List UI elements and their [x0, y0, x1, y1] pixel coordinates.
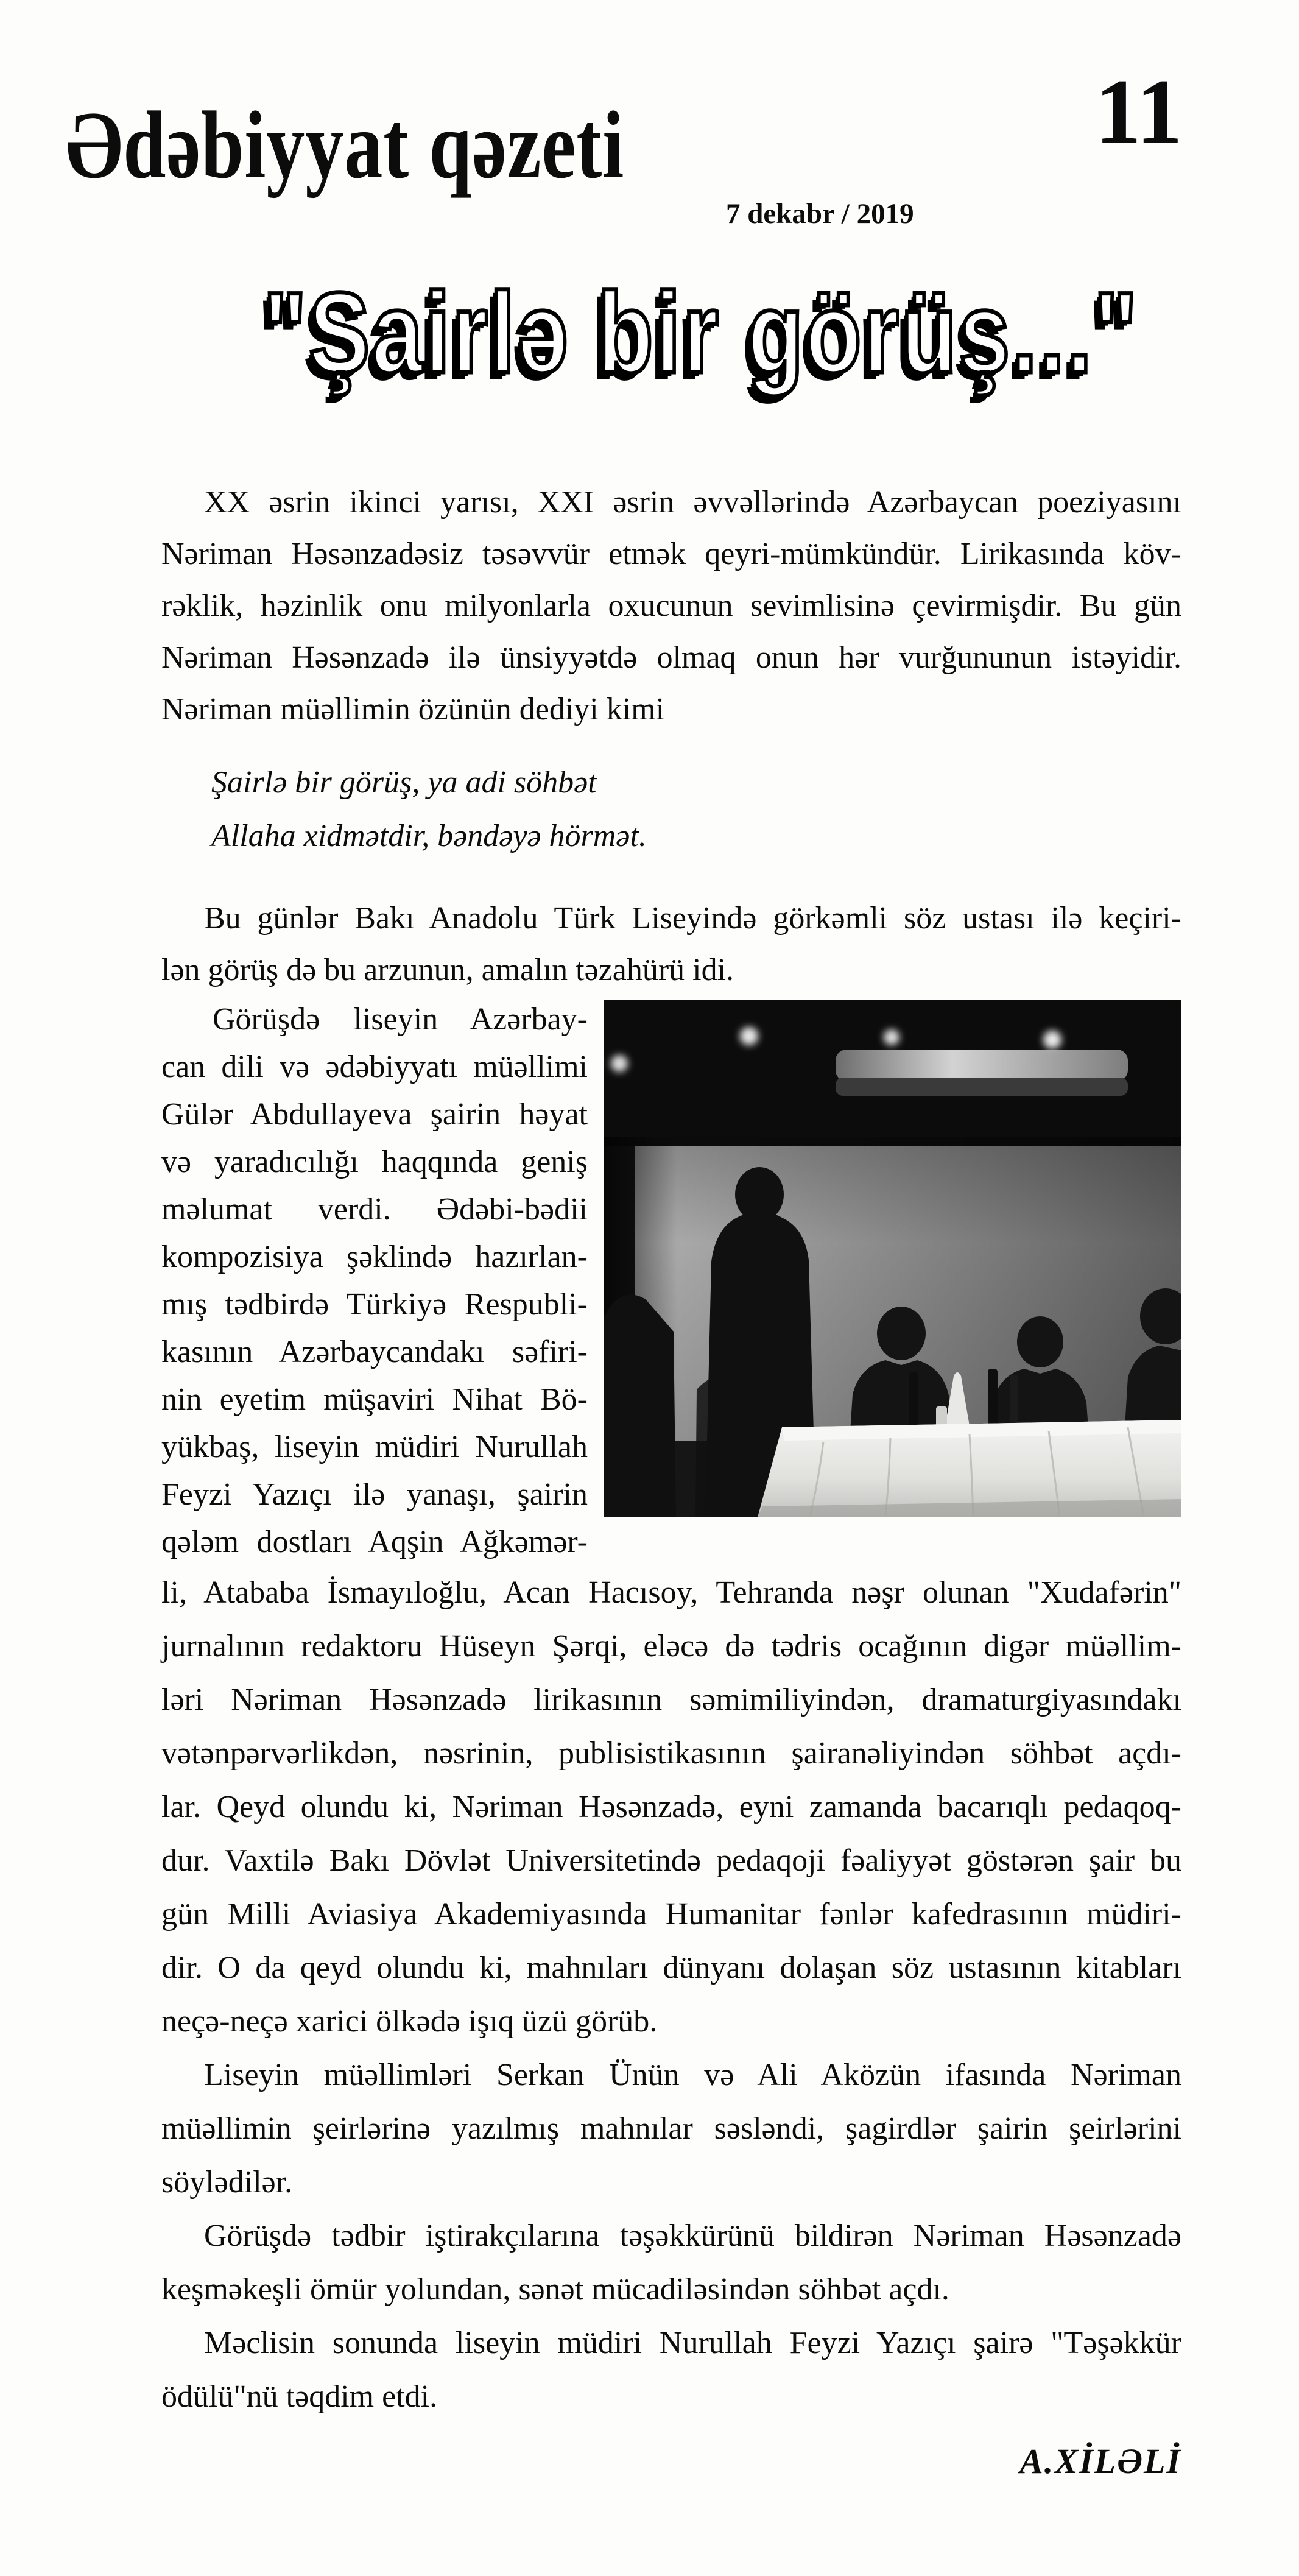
- text-line: və yaradıcılığı haqqında geniş: [161, 1145, 588, 1179]
- text-line: kasının Azərbaycandakı səfiri-: [161, 1335, 588, 1369]
- text-line: lar. Qeyd olundu ki, Nəriman Həsənzadə, eyni zamanda bacarıqlı pedaqoq-: [161, 1790, 1181, 1824]
- text-line: söylədilər.: [161, 2165, 293, 2200]
- text-line: Gülər Abdullayeva şairin həyat: [161, 1097, 588, 1132]
- text-line: ləri Nəriman Həsənzadə lirikasının səmimiliyindən, dramaturgiyasındakı: [161, 1682, 1181, 1717]
- masthead-title: Ədəbiyyat qəzeti: [66, 92, 625, 199]
- column-text: [161, 996, 588, 1566]
- article-headline: "Şairlə bir görüş...": [263, 269, 1139, 397]
- text-line: neçə-neçə xarici ölkədə işıq üzü görüb.: [161, 2004, 658, 2039]
- text-line: dir. O da qeyd olundu ki, mahnıları dünyanı dolaşan söz ustasının kitabları: [161, 1950, 1181, 1985]
- quote-line: Allaha xidmətdir, bəndəyə hörmət.: [211, 819, 647, 853]
- text-line: yükbaş, liseyin müdiri Nurullah: [161, 1430, 588, 1464]
- intro-paragraph: [161, 476, 1181, 735]
- poem-quote: [161, 756, 1181, 863]
- text-line: Nəriman müəllimin özünün dediyi kimi: [161, 692, 665, 727]
- text-line: rəklik, həzinlik onu milyonlarla oxucunun sevimlisinə çevirmişdir. Bu gün: [161, 588, 1181, 623]
- event-photo: [604, 1000, 1181, 1517]
- text-line: dur. Vaxtilə Bakı Dövlət Universitetində pedaqoji fəaliyyət göstərən şair bu: [161, 1843, 1181, 1878]
- text-line: qələm dostları Aqşin Ağkəmər-: [161, 1525, 588, 1559]
- issue-date: 7 dekabr / 2019: [726, 198, 914, 230]
- text-line: nin eyetim müşaviri Nihat Bö-: [161, 1382, 588, 1417]
- two-column-section: [161, 996, 1181, 1566]
- text-line: lən görüş də bu arzunun, amalın təzahürü idi.: [161, 953, 734, 987]
- text-line: Nəriman Həsənzadə ilə ünsiyyətdə olmaq onun hər vurğununun istəyidir.: [161, 640, 1181, 675]
- text-line: can dili və ədəbiyyatı müəllimi: [161, 1050, 588, 1084]
- text-line: kompozisiya şəklində hazırlan-: [161, 1240, 588, 1274]
- text-line: məlumat verdi. Ədəbi-bədii: [161, 1192, 588, 1227]
- text-line: vətənpərvərlikdən, nəsrinin, publisistikasının şairanəliyindən söhbət açdı-: [161, 1736, 1181, 1771]
- text-line: Görüşdə liseyin Azərbay-: [213, 1002, 588, 1037]
- text-line: ödülü"nü təqdim etdi.: [161, 2379, 438, 2414]
- quote-line: Şairlə bir görüş, ya adi söhbət: [211, 765, 597, 800]
- text-line: Feyzi Yazıçı ilə yanaşı, şairin: [161, 1477, 588, 1512]
- text-line: jurnalının redaktoru Hüseyn Şərqi, eləcə də tədris ocağının digər müəllim-: [161, 1629, 1181, 1664]
- text-line: li, Atababa İsmayıloğlu, Acan Hacısoy, Tehranda nəşr olunan "Xudafərin": [161, 1575, 1181, 1610]
- author-signature: A.XİLƏLİ: [1019, 2441, 1181, 2481]
- event-photo-graphic: [604, 1000, 1181, 1517]
- text-line: keşməkeşli ömür yolundan, sənət mücadiləsindən söhbət açdı.: [161, 2272, 949, 2307]
- paragraph: [161, 892, 1181, 996]
- text-line: Nəriman Həsənzadəsiz təsəvvür etmək qeyri-mümkündür. Lirikasında köv-: [161, 537, 1181, 571]
- text-line: müəllimin şeirlərinə yazılmış mahnılar səsləndi, şagirdlər şairin şeirlərini: [161, 2111, 1181, 2146]
- text-line: Görüşdə tədbir iştirakçılarına təşəkkürünü bildirən Nəriman Həsənzadə: [204, 2218, 1181, 2253]
- text-line: Liseyin müəllimləri Serkan Ünün və Ali Aközün ifasında Nəriman: [204, 2058, 1181, 2092]
- text-line: gün Milli Aviasiya Akademiyasında Humanitar fənlər kafedrasının müdiri-: [161, 1897, 1181, 1932]
- body-text: [161, 1566, 1181, 2424]
- page-number: 11: [1095, 60, 1183, 163]
- text-line: Bu günlər Bakı Anadolu Türk Liseyində görkəmli söz ustası ilə keçiri-: [204, 901, 1181, 936]
- text-line: mış tədbirdə Türkiyə Respubli-: [161, 1287, 588, 1322]
- article-body: [161, 476, 1181, 2482]
- text-line: Məclisin sonunda liseyin müdiri Nurullah Feyzi Yazıçı şairə "Təşəkkür: [204, 2326, 1181, 2360]
- text-line: XX əsrin ikinci yarısı, XXI əsrin əvvəllərində Azərbaycan poeziyasını: [204, 485, 1181, 520]
